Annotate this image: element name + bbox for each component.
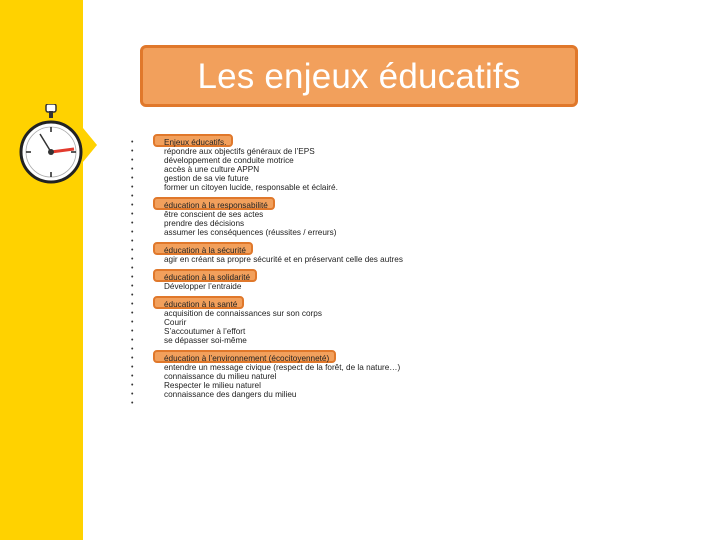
bullet-icon: • xyxy=(131,193,134,200)
bullet-icon: • xyxy=(131,166,134,173)
list-item-text: accès à une culture APPN xyxy=(164,165,260,174)
list-item xyxy=(131,381,691,390)
bullet-icon: • xyxy=(131,247,134,254)
section-heading-line xyxy=(131,273,691,282)
left-color-band xyxy=(0,0,83,540)
list-item xyxy=(131,183,691,192)
list-item xyxy=(131,399,691,408)
bullet-icon: • xyxy=(131,337,134,344)
list-item-text: développement de conduite motrice xyxy=(164,156,294,165)
section-heading: Enjeux éducatifs. xyxy=(164,138,227,147)
list-item xyxy=(131,210,691,219)
list-item xyxy=(131,255,691,264)
list-item-text: connaissance des dangers du milieu xyxy=(164,390,297,399)
list-item-text: Respecter le milieu naturel xyxy=(164,381,261,390)
list-item xyxy=(131,336,691,345)
bullet-icon: • xyxy=(131,355,134,362)
bullet-icon: • xyxy=(131,400,134,407)
list-item xyxy=(131,156,691,165)
list-item xyxy=(131,318,691,327)
bullet-icon: • xyxy=(131,391,134,398)
bullet-list xyxy=(131,138,691,408)
list-item xyxy=(131,327,691,336)
list-item-text: acquisition de connaissances sur son corps xyxy=(164,309,322,318)
list-item xyxy=(131,282,691,291)
list-item xyxy=(131,390,691,399)
section-heading-line xyxy=(131,138,691,147)
bullet-icon: • xyxy=(131,220,134,227)
list-item xyxy=(131,363,691,372)
bullet-icon: • xyxy=(131,328,134,335)
list-item xyxy=(131,165,691,174)
bullet-icon: • xyxy=(131,310,134,317)
bullet-icon: • xyxy=(131,202,134,209)
list-item-text: S’accoutumer à l’effort xyxy=(164,327,246,336)
page-title: Les enjeux éducatifs xyxy=(197,57,521,96)
list-item-text: entendre un message civique (respect de la forêt, de la nature…) xyxy=(164,363,401,372)
bullet-icon: • xyxy=(131,148,134,155)
bullet-icon: • xyxy=(131,139,134,146)
bullet-icon: • xyxy=(131,157,134,164)
section-heading-line xyxy=(131,201,691,210)
section-heading-line xyxy=(131,354,691,363)
list-item-text: être conscient de ses actes xyxy=(164,210,264,219)
bullet-icon: • xyxy=(131,319,134,326)
section-heading-line xyxy=(131,300,691,309)
section-heading: éducation à la responsabilité xyxy=(164,201,268,210)
list-item-text: agir en créant sa propre sécurité et en préservant celle des autres xyxy=(164,255,403,264)
bullet-icon: • xyxy=(131,292,134,299)
list-item xyxy=(131,309,691,318)
list-item-text: assumer les conséquences (réussites / erreurs) xyxy=(164,228,337,237)
bullet-icon: • xyxy=(131,211,134,218)
list-item-text: former un citoyen lucide, responsable et éclairé. xyxy=(164,183,338,192)
list-item xyxy=(131,228,691,237)
title-box xyxy=(140,45,578,107)
section-heading-line xyxy=(131,246,691,255)
bullet-icon: • xyxy=(131,283,134,290)
list-item-text: prendre des décisions xyxy=(164,219,245,228)
bullet-icon: • xyxy=(131,364,134,371)
list-item xyxy=(131,147,691,156)
list-item-text: Développer l’entraide xyxy=(164,282,242,291)
bullet-icon: • xyxy=(131,274,134,281)
bullet-icon: • xyxy=(131,175,134,182)
bullet-icon: • xyxy=(131,301,134,308)
bullet-icon: • xyxy=(131,373,134,380)
bullet-icon: • xyxy=(131,346,134,353)
bullet-icon: • xyxy=(131,238,134,245)
stopwatch-icon xyxy=(16,104,88,188)
section-heading: éducation à la solidarité xyxy=(164,273,251,282)
list-item-text: répondre aux objectifs généraux de l’EPS xyxy=(164,147,315,156)
bullet-icon: • xyxy=(131,184,134,191)
list-item-text: connaissance du milieu naturel xyxy=(164,372,277,381)
list-item xyxy=(131,174,691,183)
list-item-text: gestion de sa vie future xyxy=(164,174,249,183)
list-item xyxy=(131,219,691,228)
list-item xyxy=(131,372,691,381)
list-item-text: Courir xyxy=(164,318,187,327)
section-heading: éducation à la sécurité xyxy=(164,246,246,255)
bullet-icon: • xyxy=(131,229,134,236)
section-heading: éducation à l’environnement (écocitoyenneté) xyxy=(164,354,330,363)
list-item-text: se dépasser soi-même xyxy=(164,336,247,345)
bullet-icon: • xyxy=(131,265,134,272)
bullet-icon: • xyxy=(131,382,134,389)
bullet-icon: • xyxy=(131,256,134,263)
section-heading: éducation à la santé xyxy=(164,300,238,309)
